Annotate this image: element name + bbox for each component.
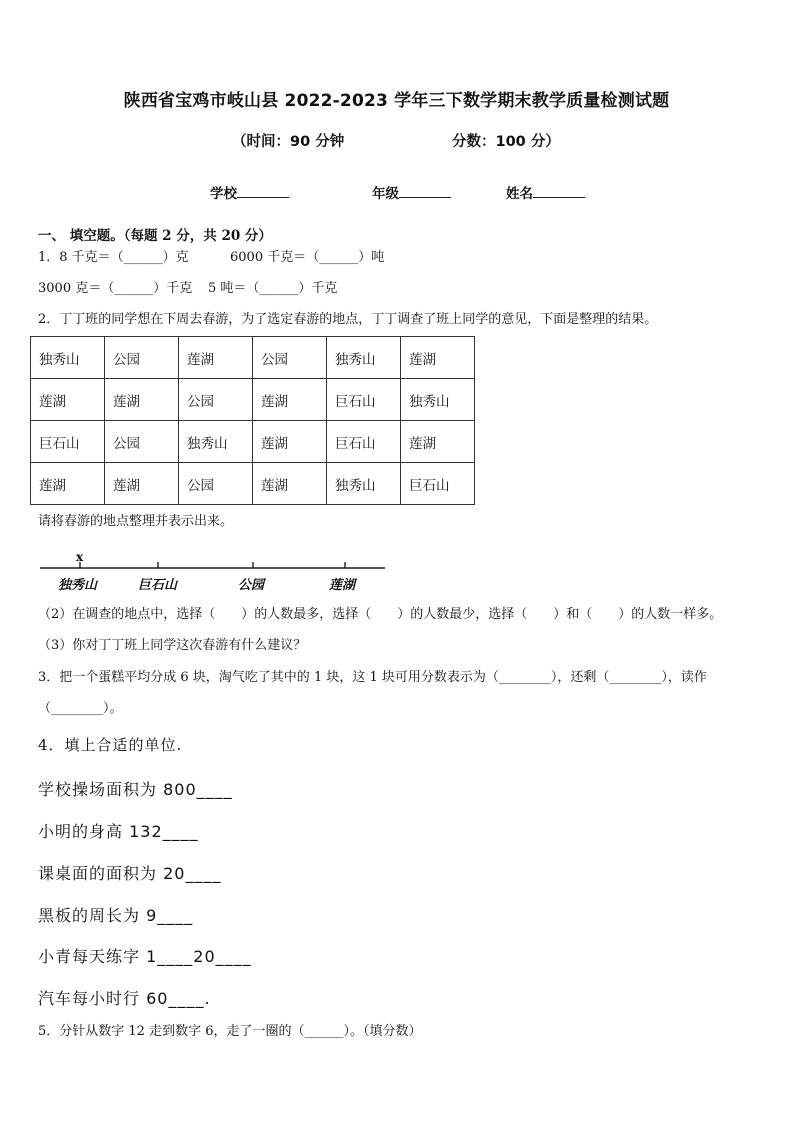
table-cell: 公园 xyxy=(253,337,327,379)
table-cell: 公园 xyxy=(105,337,179,379)
table-cell: 独秀山 xyxy=(31,337,105,379)
table-cell: 巨石山 xyxy=(401,463,475,505)
q3-line1: 3．把一个蛋糕平均分成 6 块，淘气吃了其中的 1 块，这 1 块可用分数表示为（________），还剩（________），读作 xyxy=(38,670,707,685)
table-cell: 莲湖 xyxy=(253,379,327,421)
name-blank[interactable] xyxy=(533,183,585,198)
table-cell: 巨石山 xyxy=(327,379,401,421)
table-cell: 独秀山 xyxy=(179,421,253,463)
tally-axis xyxy=(40,548,385,574)
q3-line2: （________）。 xyxy=(38,701,123,716)
tally-mark: x xyxy=(76,550,84,564)
table-cell: 独秀山 xyxy=(327,463,401,505)
table-cell: 莲湖 xyxy=(401,421,475,463)
table-cell: 莲湖 xyxy=(105,463,179,505)
name-label: 姓名 xyxy=(506,186,533,202)
exam-time: （时间：90 分钟 xyxy=(232,134,345,150)
table-cell: 公园 xyxy=(179,463,253,505)
table-cell: 莲湖 xyxy=(31,379,105,421)
axis-label-jss: 巨石山 xyxy=(138,578,178,593)
axis-label-dxs: 独秀山 xyxy=(58,578,98,593)
table-cell: 公园 xyxy=(105,421,179,463)
q4-heading: 4．填上合适的单位. xyxy=(38,736,183,754)
table-cell: 莲湖 xyxy=(253,421,327,463)
table-cell: 独秀山 xyxy=(401,379,475,421)
table-cell: 巨石山 xyxy=(327,421,401,463)
q4-item: 黑板的周长为 9____ xyxy=(38,906,194,925)
school-blank[interactable] xyxy=(237,183,289,198)
table-row xyxy=(31,421,475,463)
table-cell: 莲湖 xyxy=(401,337,475,379)
grade-blank[interactable] xyxy=(399,183,451,198)
q4-item: 小青每天练字 1____20____ xyxy=(38,947,252,966)
q4-item: 学校操场面积为 800____ xyxy=(38,780,233,799)
tally-axis-line xyxy=(40,548,385,574)
section-heading: 一、 填空题。（每题 2 分，共 20 分） xyxy=(38,228,272,244)
q1-item-b: 6000 千克＝（______）吨 xyxy=(230,250,385,265)
axis-label-lake: 莲湖 xyxy=(329,578,356,593)
q4-item: 课桌面的面积为 20____ xyxy=(38,864,222,883)
q4-item: 小明的身高 132____ xyxy=(38,822,199,841)
table-cell: 莲湖 xyxy=(253,463,327,505)
table-row xyxy=(31,463,475,505)
table-cell: 莲湖 xyxy=(105,379,179,421)
q2-instruction: 请将春游的地点整理并表示出来。 xyxy=(38,514,234,529)
school-label: 学校 xyxy=(210,186,237,202)
table-cell: 公园 xyxy=(179,379,253,421)
table-cell: 独秀山 xyxy=(327,337,401,379)
q1-item-d: 5 吨＝（______）千克 xyxy=(208,281,338,296)
table-row xyxy=(31,379,475,421)
axis-label-park: 公园 xyxy=(238,578,265,593)
q1-item-a: 1．8 千克＝（______）克 xyxy=(38,250,189,265)
name-field xyxy=(506,182,585,202)
grade-label: 年级 xyxy=(372,186,399,202)
q5-text: 5．分针从数字 12 走到数字 6，走了一圈的（______）。（填分数） xyxy=(38,1024,422,1039)
school-field xyxy=(210,182,289,202)
q2-sub2: （2）在调查的地点中，选择（ ）的人数最多，选择（ ）的人数最少，选择（ ）和（ ）的人数一样多。 xyxy=(38,607,723,622)
table-cell: 莲湖 xyxy=(179,337,253,379)
q2-intro: 2．丁丁班的同学想在下周去春游，为了选定春游的地点，丁丁调查了班上同学的意见，下面是整理的结果。 xyxy=(38,312,658,327)
table-row xyxy=(31,337,475,379)
survey-table xyxy=(30,336,475,505)
q4-item: 汽车每小时行 60____. xyxy=(38,989,211,1008)
table-cell: 巨石山 xyxy=(31,421,105,463)
q1-item-c: 3000 克＝（______）千克 xyxy=(38,281,193,296)
grade-field xyxy=(372,182,451,202)
page-title: 陕西省宝鸡市岐山县 2022-2023 学年三下数学期末教学质量检测试题 xyxy=(123,91,670,111)
table-cell: 莲湖 xyxy=(31,463,105,505)
exam-score: 分数：100 分） xyxy=(452,134,560,150)
q2-sub3: （3）你对丁丁班上同学这次春游有什么建议？ xyxy=(38,638,307,653)
